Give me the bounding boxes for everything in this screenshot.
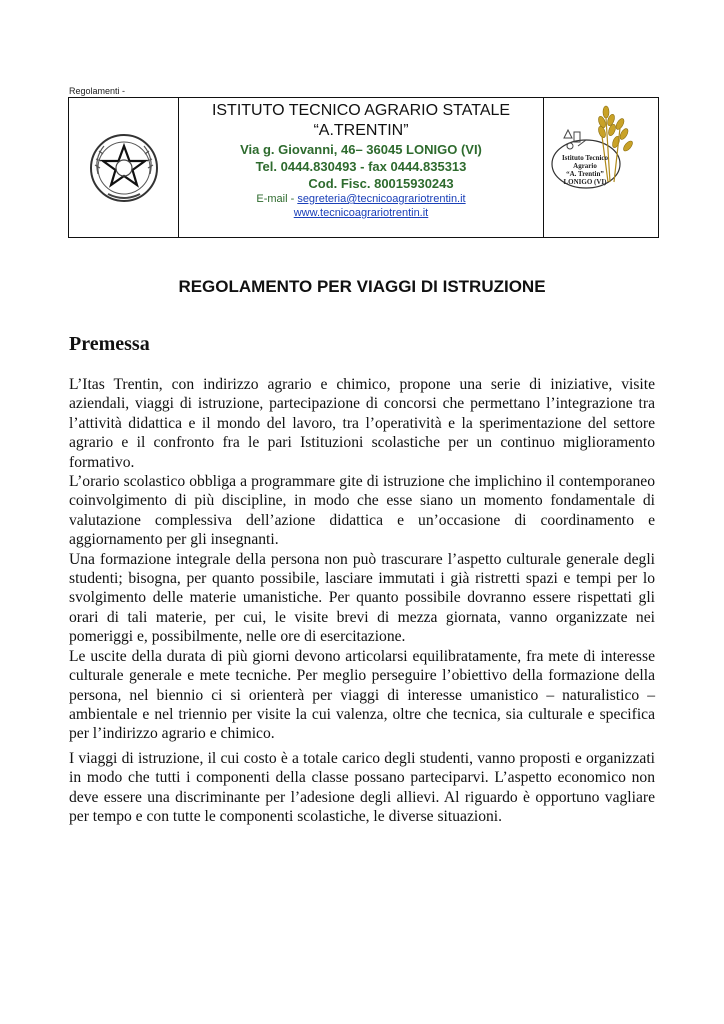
letterhead-right-cell [543,98,658,237]
running-head: Regolamenti - [69,86,126,96]
letterhead-center [179,98,543,237]
institute-subname: “A.TRENTIN” [313,122,409,139]
institute-fiscal-code: Cod. Fisc. 80015930243 [308,176,454,191]
letterhead [68,97,659,238]
italian-republic-emblem-icon [84,128,164,208]
document-title: REGOLAMENTO PER VIAGGI DI ISTRUZIONE [178,277,546,296]
paragraph-5: I viaggi di istruzione, il cui costo è a totale carico degli studenti, vanno proposti e organizzati in modo che tutti i componenti della classe possano parteciparvi. L’aspetto economico non deve essere una discriminante per l’adesione degli allievi. Al riguardo è opportuno vagliare per tempo e con tutte le componenti scolastiche, le diverse situazioni. [69,749,655,825]
website-link[interactable]: www.tecnicoagrariotrentin.it [293,207,429,219]
section-heading: Premessa [69,333,150,355]
paragraph-2: L’orario scolastico obbliga a programmare gite di istruzione che implichino il contemporaneo coinvolgimento di più discipline, in modo che esse siano un momento fondamentale di valutazione complessiva dell’azione didattica e un’occasione di coordinamento e aggiornamento per gli insegnanti. [69,473,655,549]
paragraph-3: Una formazione integrale della persona non può trascurare l’aspetto culturale generale degli studenti; bisogna, per quanto possibile, lasciare immutati i già ristretti spazi e tempi per lo svolgimento delle materie umanistiche. Per quanto possibile dovranno essere rispettati gli orari di tali materie, per cui, le visite brevi di mezza giornata, vanno organizzate nei pomeriggi e, possibilmente, nelle ore di esercitazione. [69,550,655,646]
email-link[interactable]: segreteria@tecnicoagrariotrentin.it [297,193,466,205]
institute-address: Via g. Giovanni, 46– 36045 LONIGO (VI) [240,142,482,157]
institute-name: ISTITUTO TECNICO AGRARIO STATALE [211,102,511,119]
crest-caption-line-3: LONIGO (VI) [563,178,607,186]
email-row [179,192,543,206]
crest-caption-line-1: Istituto Tecnico Agrario [561,154,609,170]
body-text [69,375,655,826]
paragraph-4: Le uscite della durata di più giorni devono articolarsi equilibratamente, fra mete di interesse culturale generale e mete tecniche. Per meglio perseguire l’obiettivo della formazione della persona, nel biennio ci si orienterà per viaggi di interesse umanistico – naturalistico – ambientale e nel triennio per visite la cui valenza, oltre che tecnica, sia culturale e specifica per l’indirizzo agrario e chimico. [69,647,655,743]
paragraph-1: L’Itas Trentin, con indirizzo agrario e chimico, propone una serie di iniziative, visite aziendali, viaggi di istruzione, partecipazione di concorsi che permettano l’integrazione tra l’attività didattica e il mondo del lavoro, tra l’operatività e la sperimentazione del settore agrario e il confronto fra le pari Istituzioni scolastiche per un continuo miglioramento formativo. [69,376,655,471]
email-label: E-mail - [256,193,295,205]
school-crest-wheat-icon [548,102,652,202]
letterhead-left-cell [69,98,179,237]
website-row [179,206,543,220]
crest-caption [550,154,620,186]
institute-phone: Tel. 0444.830493 - fax 0444.835313 [255,159,467,174]
crest-caption-line-2: “A. Trentin” [566,170,604,178]
